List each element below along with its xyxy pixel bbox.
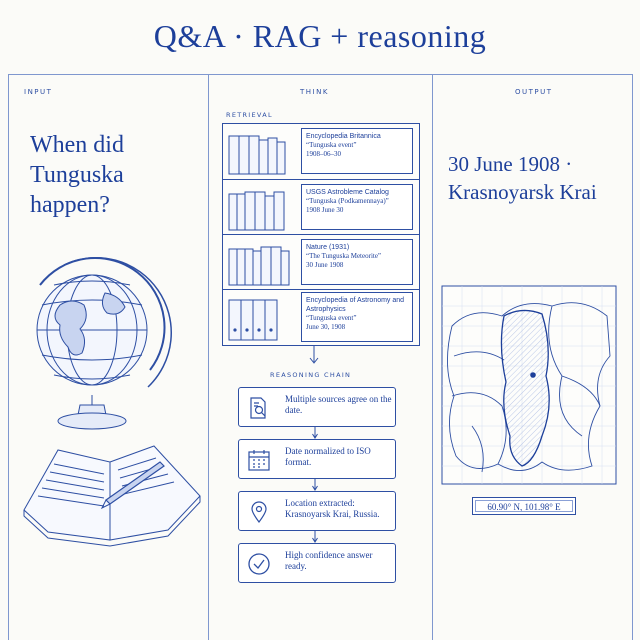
reasoning-step (238, 491, 396, 531)
column-label-output: OUTPUT (515, 88, 553, 96)
arrow-down-icon (312, 531, 318, 543)
divider-think-output (432, 74, 433, 640)
source-title: “The Tunguska Meteorite” (306, 252, 382, 260)
source-date: 1908–06–30 (306, 150, 341, 158)
source-card (301, 128, 413, 174)
reasoning-step-text: High confidence answer ready. (285, 550, 373, 571)
source-name: Nature (1931) (306, 244, 350, 251)
calendar-icon (247, 448, 271, 472)
source-card (301, 184, 413, 230)
check-circle-icon (247, 552, 271, 576)
reasoning-step-text: Multiple sources agree on the date. (285, 394, 392, 415)
open-book-icon (18, 440, 204, 550)
source-name: USGS Astrobleme Catalog (306, 189, 389, 196)
document-search-icon (247, 396, 271, 420)
question-text: When did Tunguska happen? (30, 132, 124, 218)
retrieval-row (223, 234, 419, 289)
arrow-down-icon (312, 427, 318, 439)
reasoning-step (238, 387, 396, 427)
column-label-think: THINK (300, 88, 329, 96)
source-card (301, 292, 413, 342)
retrieval-shelf (222, 123, 420, 346)
reasoning-step-text: Date normalized to ISO format. (285, 446, 371, 467)
reasoning-step-text: Location extracted: Krasnoyarsk Krai, Russia. (285, 498, 380, 519)
divider-input-think (208, 74, 209, 640)
region-map-icon (442, 286, 616, 484)
globe-icon (20, 255, 170, 445)
source-title: “Tunguska (Podkamennaya)” (306, 197, 389, 205)
source-date: 30 June 1908 (306, 261, 344, 269)
location-pin-icon (247, 500, 271, 524)
reasoning-step (238, 439, 396, 479)
reasoning-step (238, 543, 396, 583)
arrow-down-icon (309, 346, 319, 366)
binders-icon (227, 296, 297, 340)
coordinates-label: 60.90° N, 101.98° E (472, 497, 576, 515)
source-title: “Tunguska event” (306, 141, 357, 149)
retrieval-label: RETRIEVAL (226, 111, 273, 119)
source-date: 1908 June 30 (306, 206, 344, 214)
page-title: Q&A · RAG + reasoning (153, 18, 487, 54)
retrieval-row (223, 289, 419, 344)
source-name: Encyclopedia of Astronomy and Astrophysics (306, 297, 405, 313)
retrieval-row (223, 124, 419, 178)
source-name: Encyclopedia Britannica (306, 133, 381, 140)
arrow-down-icon (312, 479, 318, 491)
source-card (301, 239, 413, 285)
source-title: “Tunguska event” (306, 314, 357, 322)
column-label-input: INPUT (24, 88, 53, 96)
answer-text: 30 June 1908 · Krasnoyarsk Krai (448, 152, 597, 204)
reasoning-label: REASONING CHAIN (270, 371, 352, 379)
divider-left-edge (8, 74, 9, 640)
binders-icon (227, 188, 297, 230)
source-date: June 30, 1908 (306, 323, 346, 331)
binders-icon (227, 243, 297, 285)
divider-right-edge (632, 74, 633, 640)
binders-icon (227, 132, 297, 174)
retrieval-row (223, 179, 419, 234)
